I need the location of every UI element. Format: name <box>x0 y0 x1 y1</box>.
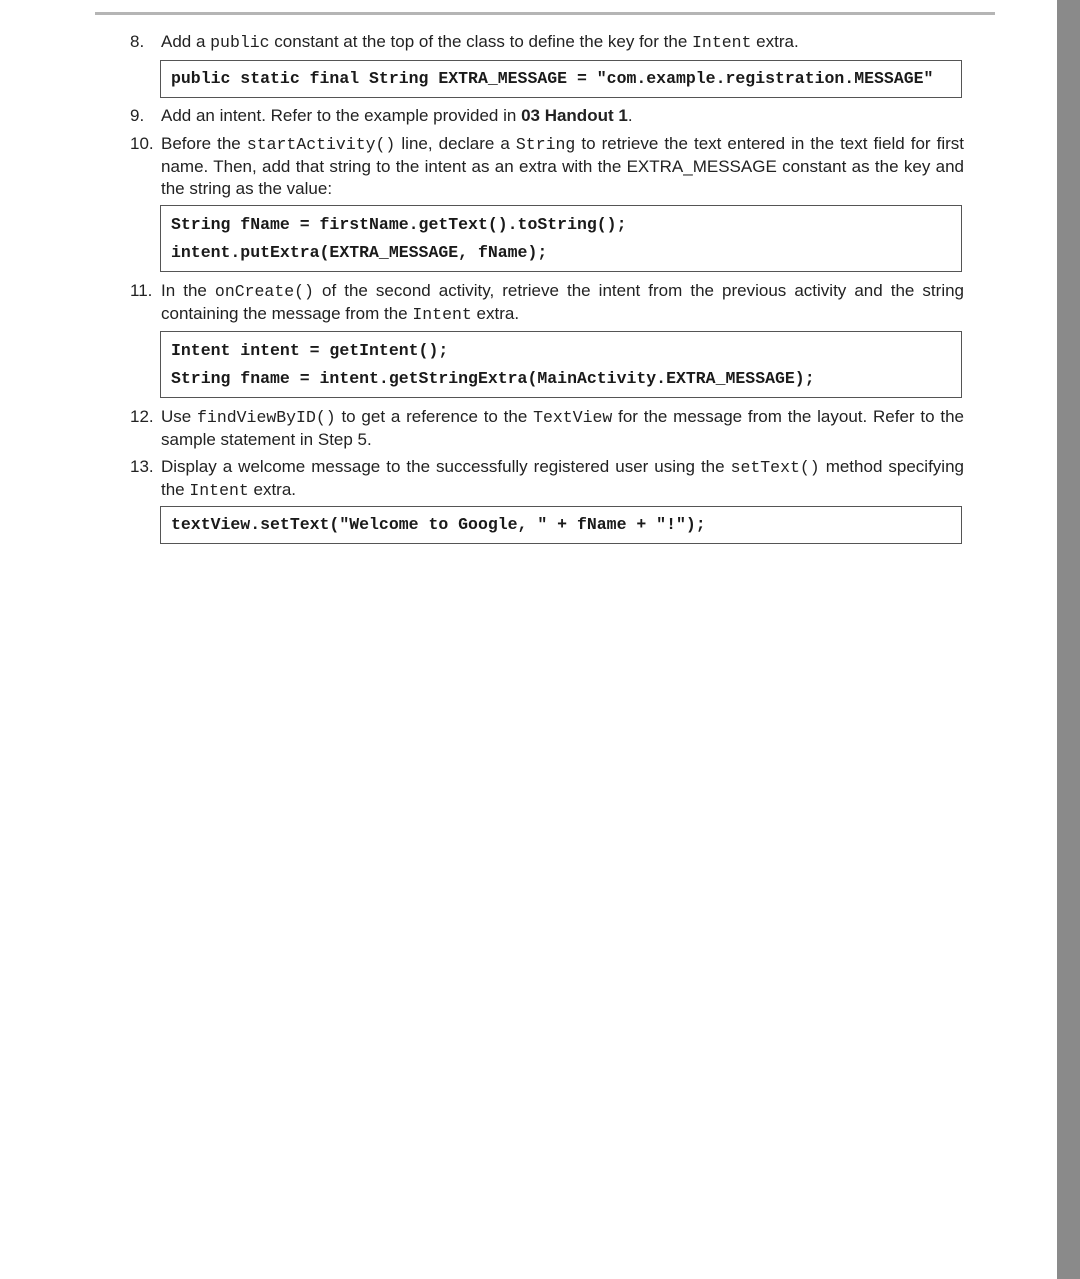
code-line: String fName = firstName.getText().toString(); <box>171 215 627 234</box>
step-text: Use findViewByID() to get a reference to the TextView for the message from the layout. Refer to the sample statement in Step 5. <box>161 407 964 449</box>
step-number: 11. <box>130 281 153 300</box>
step-number: 9. <box>130 106 145 125</box>
step-number: 13. <box>130 457 154 476</box>
step-text: Add a public constant at the top of the class to define the key for the Intent extra. <box>161 32 799 52</box>
code-box-set-text <box>160 506 962 544</box>
step-text: Display a welcome message to the successfully registered user using the setText() method specifying the Intent extra. <box>161 457 964 500</box>
step-number: 10. <box>130 134 154 153</box>
code-line: Intent intent = getIntent(); <box>171 341 449 360</box>
code-box-put-extra <box>160 205 962 272</box>
code-line: String fname = intent.getStringExtra(MainActivity.EXTRA_MESSAGE); <box>171 369 815 388</box>
code-box-get-intent <box>160 331 962 398</box>
code-line: intent.putExtra(EXTRA_MESSAGE, fName); <box>171 243 548 262</box>
top-rule <box>95 12 995 15</box>
code-line: textView.setText("Welcome to Google, " + fName + "!"); <box>171 515 706 534</box>
right-margin-bar <box>1057 0 1080 1279</box>
step-text: In the onCreate() of the second activity, retrieve the intent from the previous activity and the string containing the message from the Intent extra. <box>161 281 965 324</box>
code-line: public static final String EXTRA_MESSAGE = "com.example.registration.MESSAGE" <box>171 69 934 88</box>
step-text: Before the startActivity() line, declare a String to retrieve the text entered in the text field for first name. Then, add that string to the intent as an extra with the EXTRA_MESSAGE constant as the key and the string as the value: <box>161 134 964 198</box>
step-number: 8. <box>130 32 145 51</box>
step-text: Add an intent. Refer to the example provided in 03 Handout 1. <box>161 106 633 125</box>
step-number: 12. <box>130 407 154 426</box>
code-box-extra-message <box>160 60 962 98</box>
